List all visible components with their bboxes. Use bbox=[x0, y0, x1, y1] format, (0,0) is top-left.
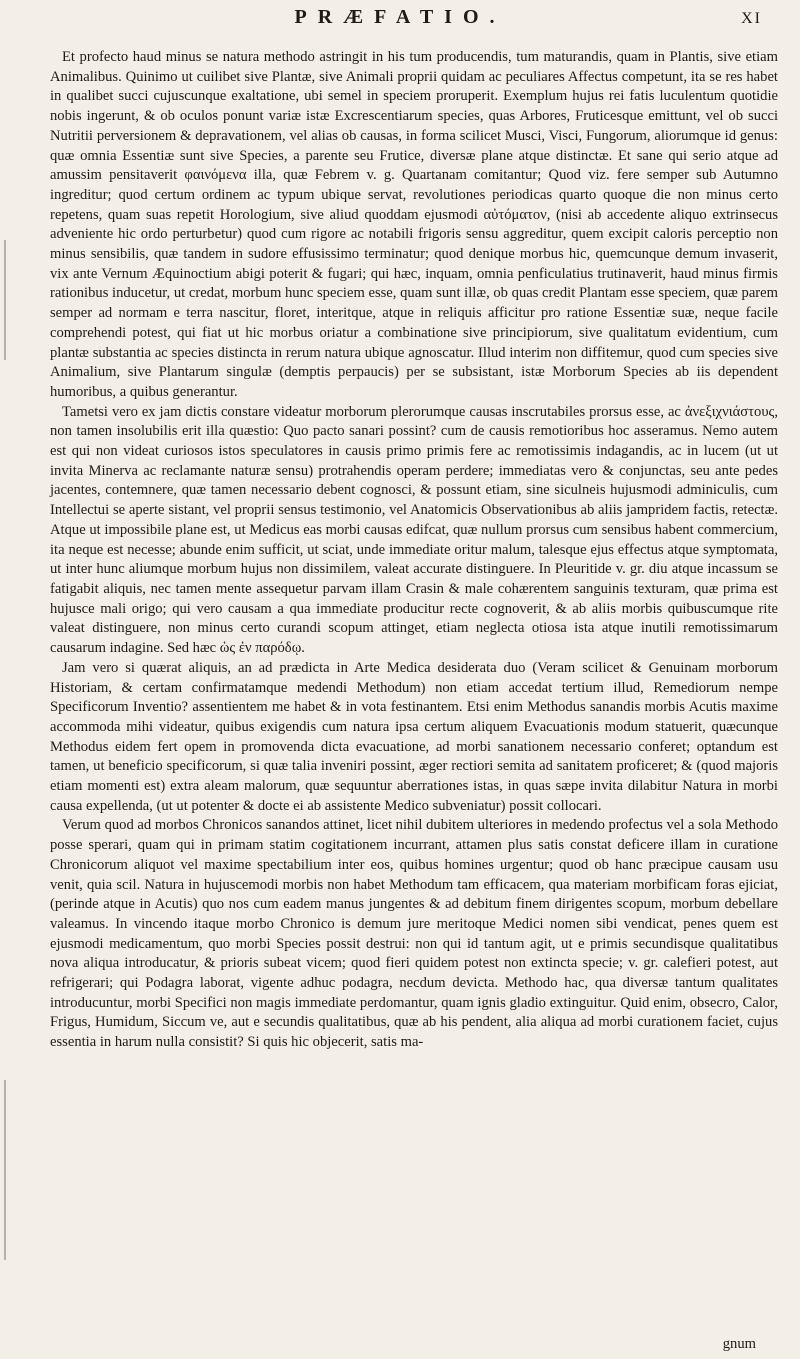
catchword: gnum bbox=[722, 1336, 756, 1352]
running-title: PRÆFATIO. bbox=[294, 6, 506, 28]
binding-edge-shadow bbox=[4, 240, 6, 360]
page-number: XI bbox=[741, 10, 762, 27]
paragraph-3: Jam vero si quærat aliquis, an ad prædicta in Arte Medica desiderata duo (Veram scilicet & Genuinam morborum Historiam, & certam confirmatamque medendi Methodum) non etiam accedat tertium illud, Remediorum nempe Specificorum Inventio? assentientem me habet & in vota festinantem. Etsi enim Methodus sanandis morbis Acutis maxime accommoda mihi videatur, quibus exigendis cum natura ipsa certum aliquem Evacuationis modum statuerit, quæcunque Methodus eidem fert opem in promovenda dicta evacuatione, ad morbi sanationem necessario conferet; optandum est tamen, ut beneficio specificorum, si quæ talia inveniri possint, æger rectiori semita ad sanitatem proficeret; & (quod majoris etiam momenti est) extra aleam malorum, quæ sequuntur aberrationes istas, in quas sæpe invita dilabitur Natura in morbi causa expellenda, (ut ut potenter & docte ei ab assistente Medico subveniatur) possit collocari. bbox=[50, 659, 778, 814]
binding-edge-shadow-lower bbox=[4, 1080, 6, 1260]
paragraph-1: Et profecto haud minus se natura methodo astringit in his tum producendis, tum maturandis, quam in Plantis, sive etiam Animalibus. Quinimo ut cuilibet sive Plantæ, sive Animali proprii quidam ac peculiares Affectus competunt, ita se res habet in qualibet succi cujuscunque exaltatione, ubi semel in speciem proruperit. Exemplum hujus rei fatis luculentum quotidie nobis ingerunt, & ob oculos ponunt variæ istæ Excrescentiarum species, quas Arbores, Fruticesque emittunt, vel ob succi Nutritii perversionem & depravationem, vel alias ob causas, in forma scilicet Musci, Visci, Fungorum, aliorumque id genus: quæ omnia Essentiæ sunt sive Species, a parente seu Frutice, diversæ plane atque distinctæ. Et sane qui serio atque ad amussim pensitaverit φαινόμενα illa, quæ Febrem v. g. Quartanam comitantur; Quod viz. fere semper sub Autumno ingreditur; quod certum ordinem ac typum ubique servat, revolutiones periodicas quarto quoque die non minus certo repetens, quam suas repetit Horologium, sive aliud quoddam ejusmodi αὐτόματον, (nisi ab accedente aliquo extrinsecus adveniente hic ordo perturbetur) quod cum rigore ac notabili frigoris sensu aggreditur, quem excipit caloris perceptio non minus sensibilis, quæ tandem in sudore effusissimo terminatur; quod denique morbus hic, quemcunque demum invaserit, vix ante Vernum Æquinoctium abigi poterit & fugari; qui hæc, inquam, omnia penficulatius trutinaverit, haud minus firmis rationibus inducetur, ut credat, morbum hunc speciem esse, quam sunt illæ, ob quas credit Plantam esse speciem, quæ parem semper ad normam e terra nascitur, floret, interitque, atque in reliquis afficitur pro ratione Essentiæ suæ, neque facile comprehendi potest, qui fiat ut hic morbus oriatur a combinatione sive principiorum, sive qualitatum evidentium, cum plantæ substantia ac species distincta in rerum natura ubique agnoscatur. Illud interim non diffitemur, quod cum species sive Animalium, sive Plantarum singulæ (demptis perpaucis) per se subsistant, istæ Morborum Species ab iis dependent humoribus, a quibus generantur. bbox=[50, 49, 778, 400]
paragraph-2: Tametsi vero ex jam dictis constare videatur morborum plerorumque causas inscrutabiles prorsus esse, ac ἀνεξιχνιάστους, non tamen insolubilis erit illa quæstio: Quo pacto sanari possint? cum de causis remotioribus hoc asseramus. Nemo autem est qui non videat curiosos istos speculatores in causis primo primis fere ac remotissimis indagandis, ac in lucem (ut ut invita Minerva ac reclamante naturæ sensu) protrahendis operam perdere; immediatas vero & conjunctas, seu ante pedes jacentes, contemnere, quæ tamen necessario debent cognosci, & possunt etiam, sine siculneis hujusmodi adminiculis, cum Intellectui se aperte sistant, vel proprii sensus testimonio, vel Anatomicis Observationibus ab aliis jampridem factis, retectæ. Atque ut impossibile plane est, ut Medicus eas morbi causas edifcat, quæ nullum prorsus cum sensibus habent commercium, ita neque est necesse; abunde enim sufficit, ut sciat, unde immediate oritur malum, talesque ejus effectus atque symptomata, ut inter hunc aliumque morbum hujus non dissimilem, valeat accurate distinguere. In Pleuritide v. gr. diu atque incassum se fatigabit aliquis, nec tamen mente assequetur parvam illam Crasin & male cohærentem sanguinis texturam, quæ prima est hujusce mali origo; qui vero causam a qua immediate producitur recte cognoverit, & ab aliis morbis quibuscumque rite valeat distinguere, non minus certo curandi scopum attinget, etiam neglecta otiosa ista atque inutili remotissimarum causarum indagine. Sed hæc ὡς ἐν παρόδῳ. bbox=[50, 403, 778, 657]
body-text bbox=[50, 48, 778, 1053]
running-head bbox=[0, 6, 800, 38]
paragraph-4: Verum quod ad morbos Chronicos sanandos attinet, licet nihil dubitem ulteriores in medendo profectus vel a sola Methodo posse sperari, quam qui in primam statim cogitationem incurrant, attamen plus satis constat deficere illam in curatione Chronicorum aliquot vel maxime spectabilium inter eos, quibus homines urgentur; quod ob hanc præcipue causam usu venit, quia scil. Natura in hujuscemodi morbis non habet Methodum tam efficacem, qua materiam morbificam foras ejiciat, (perinde atque in Acutis) quo nos cum eadem manus jungentes & ad debitum finem dirigentes scopum, morbum debellare valeamus. In vincendo itaque morbo Chronico is demum jure meritoque Medici nomen sibi vendicat, penes quem est ejusmodi medicamentum, quo morbi Species possit destrui: non qui id tantum agit, ut e primis secundisque qualitatibus nova aliqua introducatur, & prioris subeat vicem; quod fieri quidem potest non extincta specie; v. gr. calefieri potest, aut refrigerari; qui Podagra laborat, vigente adhuc podagra, necdum devicta. Methodo hac, qua diversæ tantum qualitates introducuntur, morbi Specifici non magis immediate perdomantur, quam ignis gladio extinguitur. Quid enim, obsecro, Calor, Frigus, Humidum, Siccum ve, aut e secundis qualitatibus, quæ ab his pendent, alia aliqua ad morbi curationem faciet, cujus essentia in harum nulla consistit? Si quis hic objecerit, satis ma- bbox=[50, 817, 778, 1051]
